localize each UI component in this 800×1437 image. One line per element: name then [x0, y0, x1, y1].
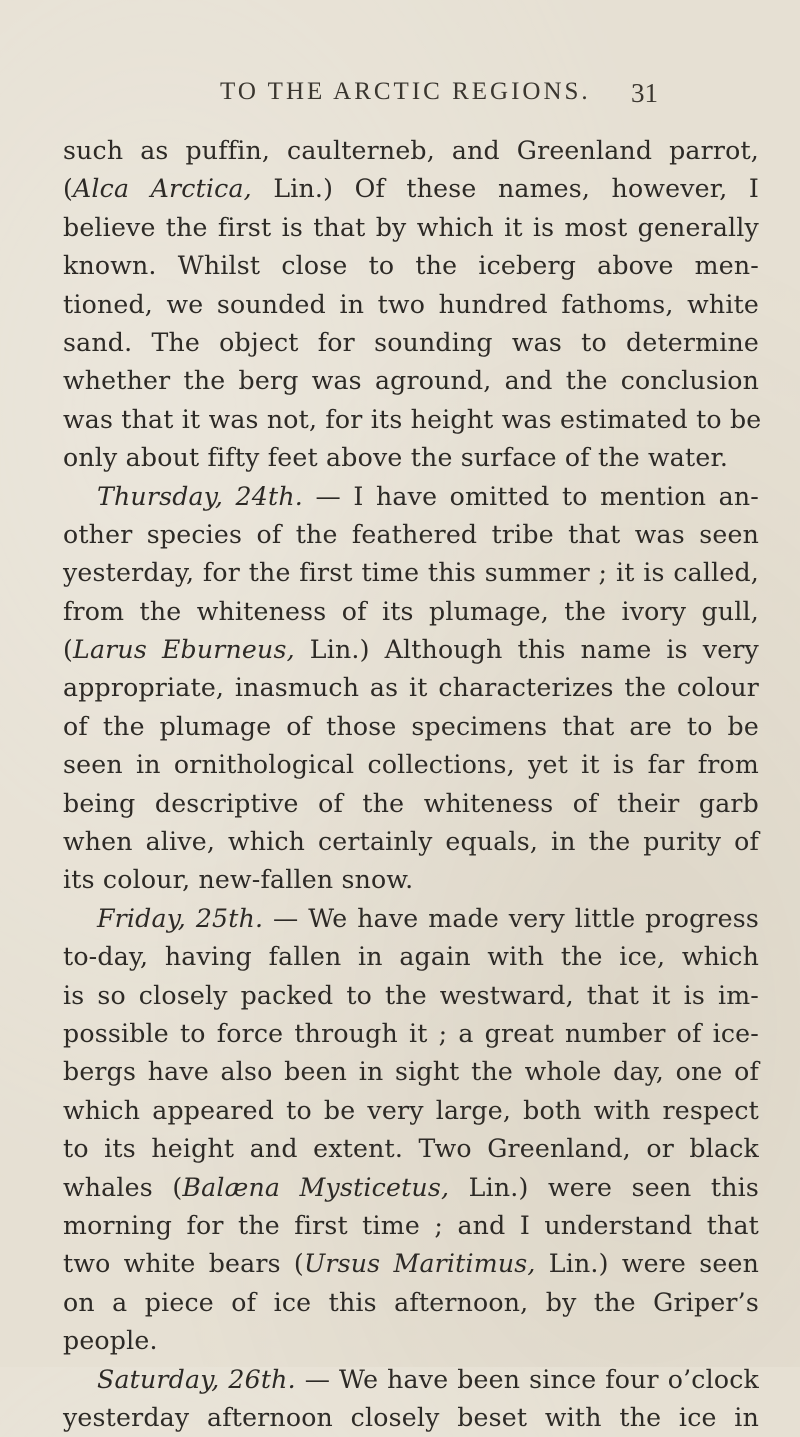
text-run: tioned, we sounded in two hundred fathoms, white — [63, 289, 759, 319]
text-line — [63, 554, 759, 592]
text-line — [63, 1361, 759, 1399]
italic-text: Alca Arctica, — [73, 174, 252, 204]
text-run: Lin.) were seen this — [449, 1172, 759, 1202]
text-run: when alive, which certainly equals, in the purity of — [63, 827, 759, 857]
text-line — [63, 669, 759, 707]
text-run: of the plumage of those specimens that are to be — [63, 711, 759, 741]
running-head — [0, 78, 800, 118]
italic-text: Larus Eburneus, — [73, 635, 295, 665]
text-run: whether the berg was aground, and the conclusion — [63, 366, 759, 396]
text-run: other species of the feathered tribe that was seen — [63, 519, 759, 549]
text-line — [63, 708, 759, 746]
text-run: to-day, having fallen in again with the ice, which — [63, 942, 759, 972]
text-run: ( — [63, 174, 74, 204]
text-line — [63, 785, 759, 823]
text-run: people. — [63, 1326, 158, 1356]
text-run: yesterday afternoon closely beset with the ice in — [63, 1402, 759, 1432]
text-run: was that it was not, for its height was estimated to be — [63, 404, 762, 434]
text-run: to its height and extent. Two Greenland, or black — [63, 1134, 759, 1164]
text-run: ( — [63, 635, 74, 665]
text-line — [63, 977, 759, 1015]
text-run: — I have omitted to mention an- — [302, 481, 759, 511]
text-run: which appeared to be very large, both with respect — [63, 1095, 759, 1125]
italic-text: Saturday, 26th. — [97, 1364, 296, 1394]
text-run: believe the first is that by which it is most generally — [63, 212, 759, 242]
text-run: whales ( — [63, 1172, 183, 1202]
text-line — [63, 132, 759, 170]
text-run: seen in ornithological collections, yet it is far from — [63, 750, 759, 780]
text-run: — We have made very little progress — [263, 903, 760, 933]
text-line — [63, 900, 759, 938]
text-run: bergs have also been in sight the whole day, one of — [63, 1057, 759, 1087]
text-run: known. Whilst close to the iceberg above men- — [63, 251, 759, 281]
text-run: only about fifty feet above the surface of the water. — [63, 443, 729, 473]
text-line — [63, 170, 759, 208]
text-line — [63, 362, 759, 400]
text-line — [63, 1284, 759, 1322]
text-line — [63, 286, 759, 324]
text-line — [63, 1322, 759, 1360]
text-line — [63, 401, 762, 439]
text-run: its colour, new-fallen snow. — [63, 865, 414, 895]
text-line — [63, 1399, 759, 1437]
text-run: possible to force through it ; a great number of ice- — [63, 1018, 759, 1048]
text-line — [63, 593, 759, 631]
body-text — [63, 132, 762, 1437]
text-line — [63, 861, 759, 899]
text-line — [63, 439, 759, 477]
text-run: morning for the first time ; and I understand that — [63, 1210, 759, 1240]
text-line — [63, 1015, 759, 1053]
text-run: yesterday, for the first time this summer ; it is called, — [63, 558, 759, 588]
text-line — [63, 478, 759, 516]
italic-text: Balæna Mysticetus, — [182, 1172, 450, 1202]
text-run: appropriate, inasmuch as it characterizes the colour — [63, 673, 759, 703]
text-run: Lin.) were seen — [535, 1249, 759, 1279]
text-line — [63, 1169, 759, 1207]
text-run: on a piece of ice this afternoon, by the Griper’s — [63, 1287, 759, 1317]
text-run: sand. The object for sounding was to determine — [63, 327, 759, 357]
text-line — [63, 823, 759, 861]
text-line — [63, 209, 759, 247]
text-run: Lin.) Of these names, however, I — [251, 174, 759, 204]
italic-text: Thursday, 24th. — [97, 481, 303, 511]
running-title: TO THE ARCTIC REGIONS. — [220, 78, 591, 105]
text-line — [63, 631, 759, 669]
text-run: — We have been since four o’clock — [295, 1364, 759, 1394]
italic-text: Friday, 25th. — [97, 903, 264, 933]
text-line — [63, 1207, 759, 1245]
text-line — [63, 1130, 759, 1168]
text-run: two white bears ( — [63, 1249, 304, 1279]
text-run: is so closely packed to the westward, that it is im- — [63, 980, 759, 1010]
text-line — [63, 938, 759, 976]
text-run: from the whiteness of its plumage, the ivory gull, — [63, 596, 759, 626]
text-line — [63, 1092, 759, 1130]
text-run: such as puffin, caulterneb, and Greenland parrot, — [63, 136, 759, 165]
text-line — [63, 516, 759, 554]
text-line — [63, 746, 759, 784]
text-run: being descriptive of the whiteness of their garb — [63, 788, 759, 818]
page-number: 31 — [631, 78, 658, 108]
text-line — [63, 247, 759, 285]
text-line — [63, 1053, 759, 1091]
italic-text: Ursus Maritimus, — [303, 1249, 536, 1279]
text-line — [63, 1245, 759, 1283]
text-line — [63, 324, 759, 362]
text-run: Lin.) Although this name is very — [294, 635, 759, 665]
